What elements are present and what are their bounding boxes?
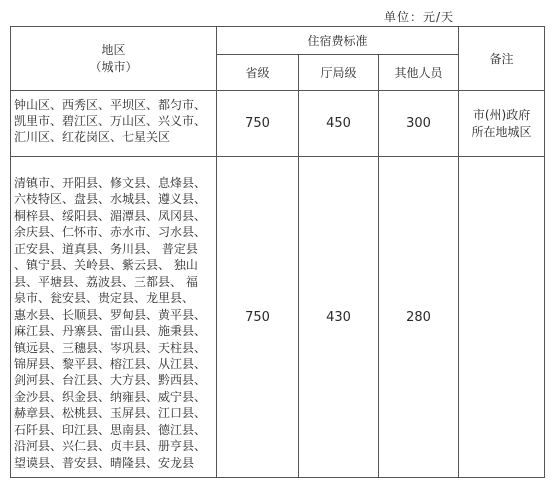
remark-cell <box>459 91 545 157</box>
header-others: 其他人员 <box>379 55 459 91</box>
area-line: 金沙县、织金县、纳雍县、威宁县、 <box>14 389 207 404</box>
others-value: 280 <box>379 157 459 478</box>
area-line: 望谟县、普安县、晴隆县、安龙县 <box>14 455 195 470</box>
area-line: 汇川区、红花岗区、七星关区 <box>14 130 171 144</box>
area-cell <box>11 157 217 478</box>
header-region-line2: （城市） <box>89 59 138 74</box>
header-standard: 住宿费标准 <box>217 27 459 55</box>
area-line: 凯里市、碧江区、万山区、兴义市、 <box>14 114 207 128</box>
header-remarks: 备注 <box>459 27 545 91</box>
header-bureau: 厅局级 <box>299 55 379 91</box>
area-line: 沿河县、兴仁县、贞丰县、册亨县、 <box>14 439 207 454</box>
unit-label: 单位：元/天 <box>384 10 455 24</box>
area-line: 清镇市、开阳县、修文县、息烽县、 <box>14 176 207 190</box>
area-cell <box>11 91 217 157</box>
provincial-value: 750 <box>217 157 299 478</box>
remark-line: 市(州)政府 <box>472 107 531 122</box>
area-line: 锦屏县、黎平县、榕江县、从江县、 <box>14 356 207 371</box>
area-line: 县、平塘县、荔波县、三都县、 福 <box>14 274 198 289</box>
bureau-value: 450 <box>299 91 379 157</box>
area-line: 桐梓县、绥阳县、湄潭县、凤冈县、 <box>14 208 207 223</box>
area-line: 泉市、瓮安县、贵定县、龙里县、 <box>14 291 195 306</box>
lodging-standard-table <box>10 26 545 478</box>
provincial-value: 750 <box>217 91 299 157</box>
area-line: 余庆县、仁怀市、赤水市、习水县、 <box>14 225 207 240</box>
header-region <box>11 27 217 91</box>
area-line: 麻江县、丹寨县、雷山县、施秉县、 <box>14 324 207 339</box>
area-line: 镇远县、三穗县、岑巩县、天柱县、 <box>14 340 207 355</box>
header-provincial: 省级 <box>217 55 299 91</box>
area-line: 赫章县、松桃县、玉屏县、江口县、 <box>14 406 207 421</box>
remark-line: 所在地城区 <box>471 124 532 139</box>
area-line: 惠水县、长顺县、罗甸县、黄平县、 <box>14 307 207 322</box>
area-line: 六枝特区、盘县、水城县、遵义县、 <box>14 192 207 207</box>
others-value: 300 <box>379 91 459 157</box>
table-row <box>11 91 545 157</box>
remark-cell <box>459 157 545 478</box>
area-line: 、镇宁县、关岭县、紫云县、 独山 <box>14 258 198 273</box>
area-line: 石阡县、印江县、思南县、德江县、 <box>14 422 207 437</box>
table-row <box>11 157 545 478</box>
area-line: 正安县、道真县、务川县、 普定县 <box>14 241 198 256</box>
area-line: 剑河县、台江县、大方县、黔西县、 <box>14 373 207 388</box>
area-line: 钟山区、西秀区、平坝区、都匀市、 <box>14 98 207 112</box>
header-region-line1: 地区 <box>101 42 126 57</box>
bureau-value: 430 <box>299 157 379 478</box>
